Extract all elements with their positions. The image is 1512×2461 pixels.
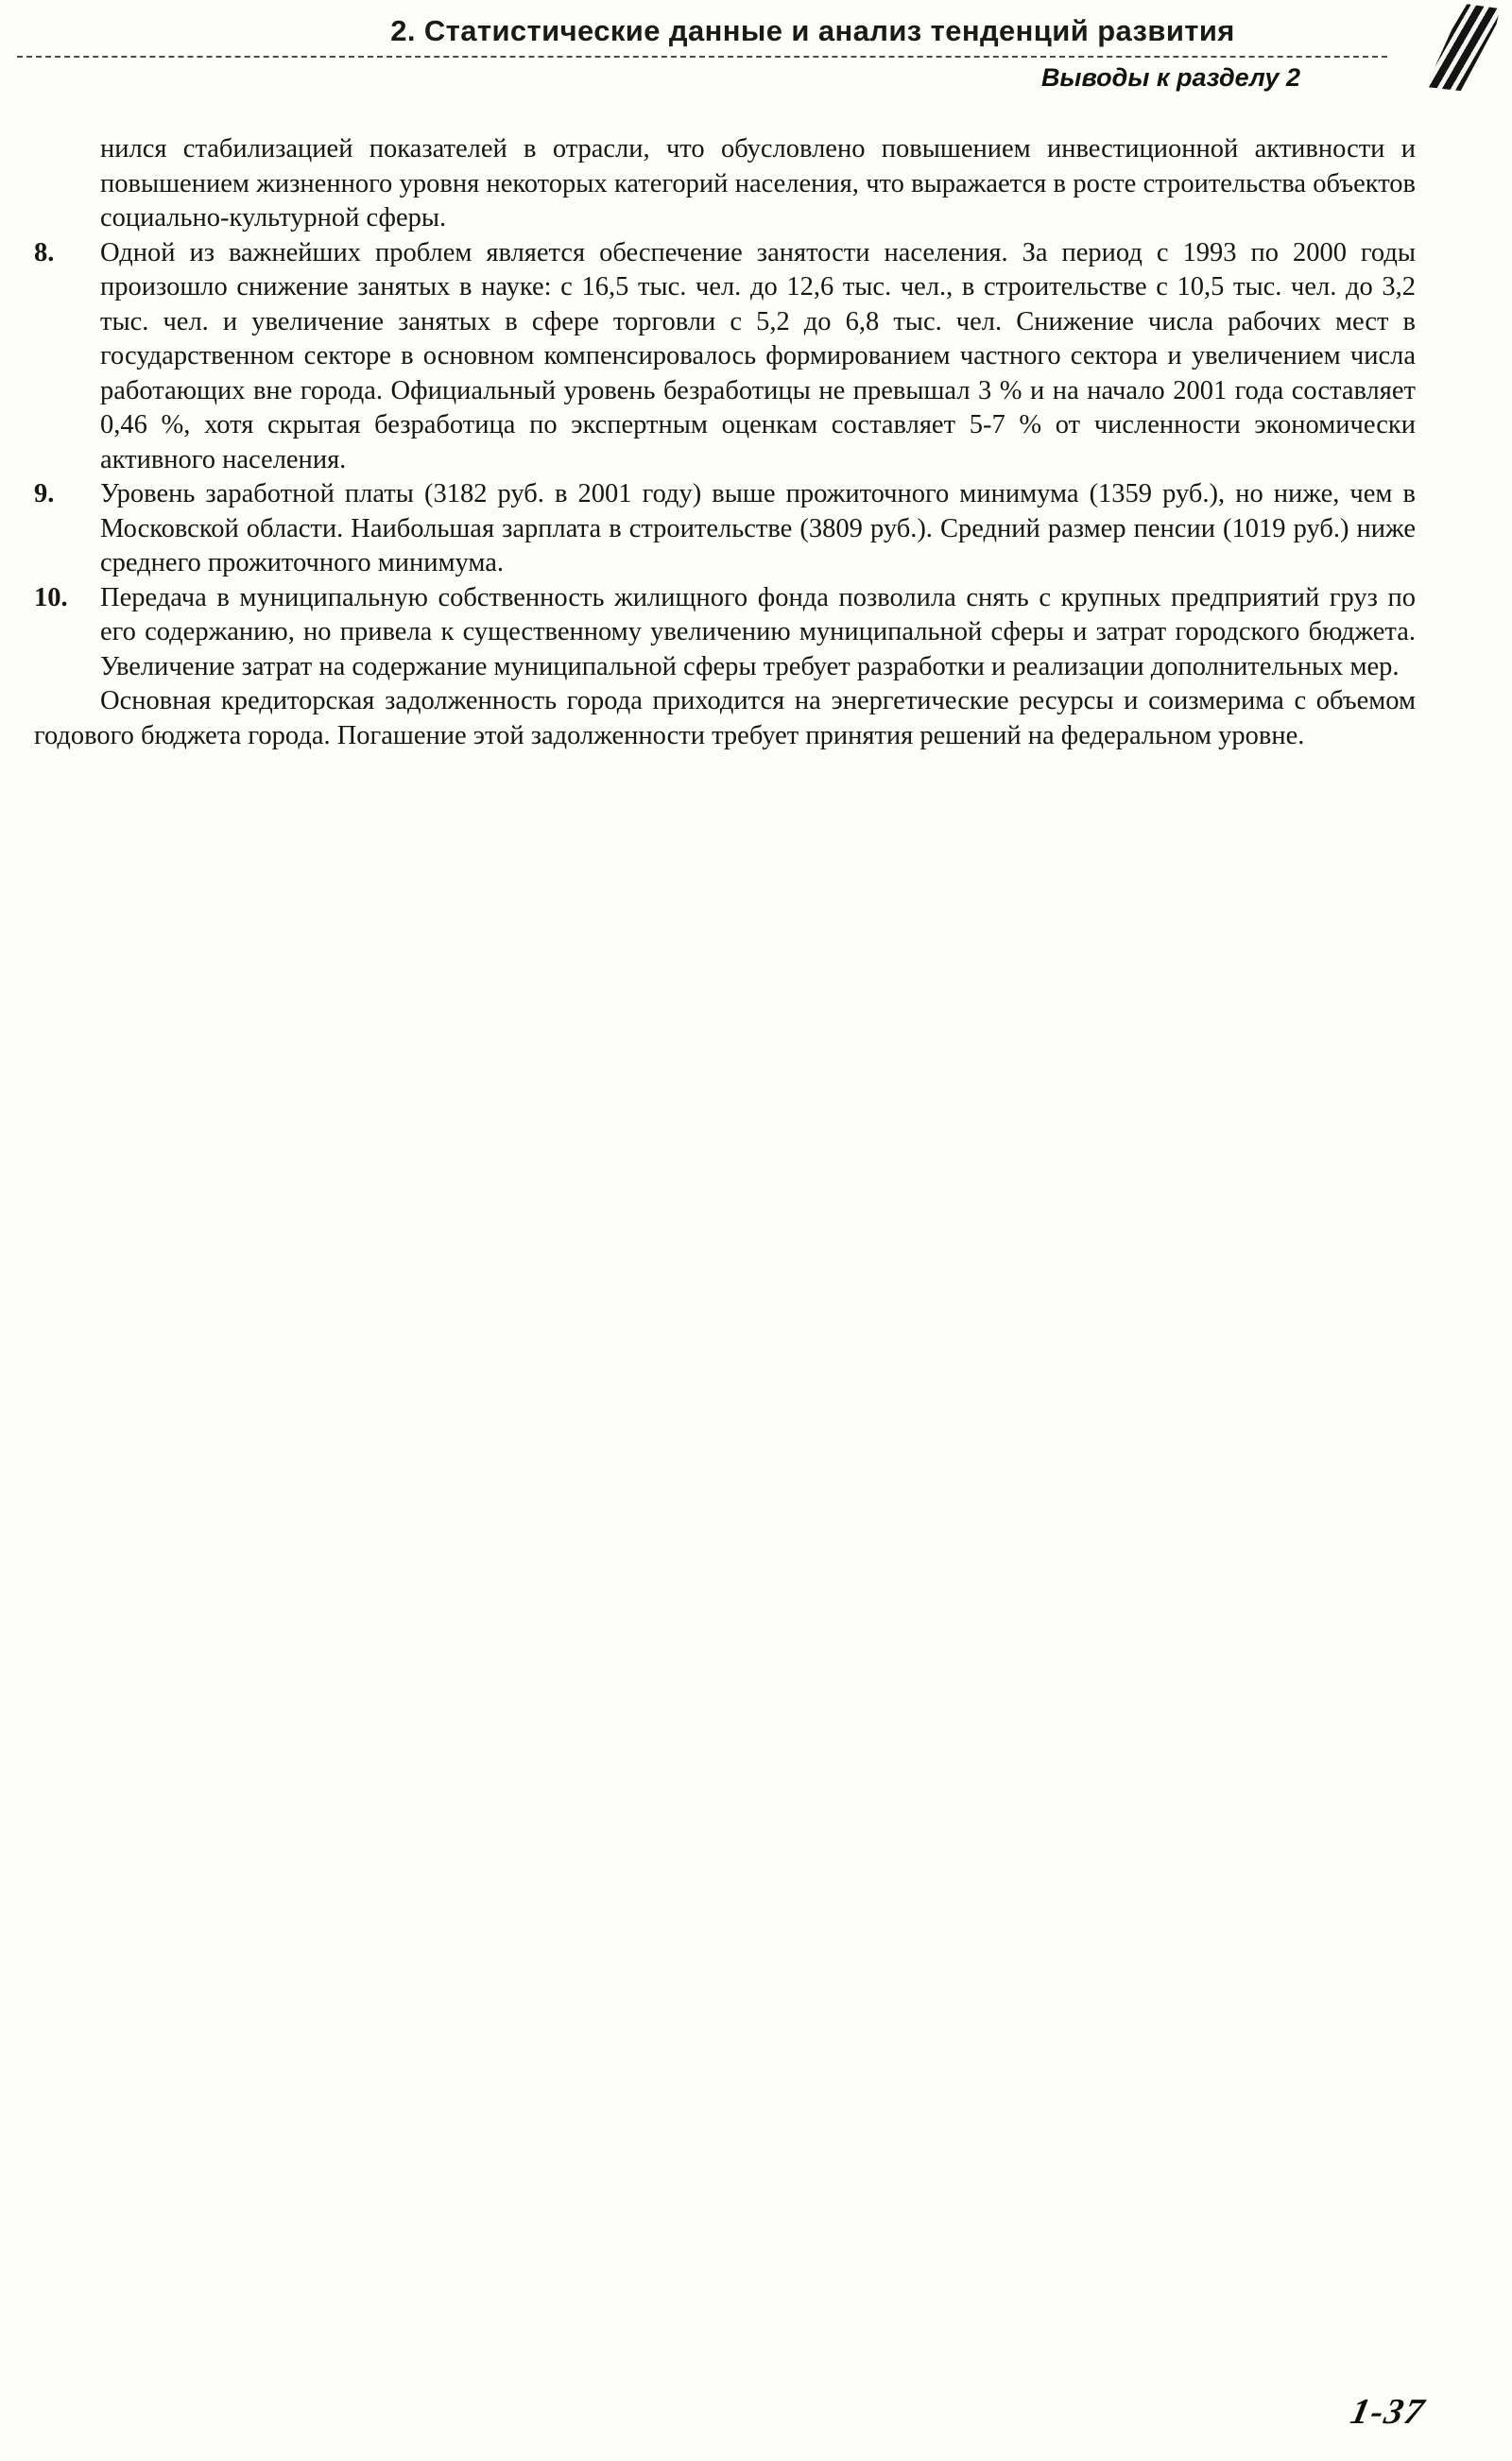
document-body: [0, 93, 1512, 753]
list-item-10: [34, 581, 1416, 685]
item-text: Одной из важнейших проблем является обеспечение занятости населения. За период с 1993 по 2000 годы произошло снижение занятых в науке: с 16,5 тыс. чел. до 12,6 тыс. чел., в строительстве с 10,5 тыс. чел. до 3,2 тыс. чел. и увеличение занятых в сфере торговли с 5,2 до 6,8 тыс. чел. Снижение числа рабочих мест в государственном секторе в основном компенсировалось формированием частного сектора и увеличением числа работающих вне города. Официальный уровень безработицы не превышал 3 % и на начало 2001 года составляет 0,46 %, хотя скрытая безработица по экспертным оценкам составляет 5-7 % от численности экономически активного населения.: [100, 237, 1416, 474]
item-text: Уровень заработной платы (3182 руб. в 2001 году) выше прожиточного минимума (1359 руб.), но ниже, чем в Московской области. Наибольшая зарплата в строительстве (3809 руб.). Средний размер пенсии (1019 руб.) ниже среднего прожиточного минимума.: [100, 479, 1416, 577]
list-item-9: [34, 477, 1416, 581]
page-number: 1-37: [1347, 2392, 1430, 2432]
section-header-title: 2. Статистические данные и анализ тенденций развития: [390, 14, 1235, 47]
item-number: 9.: [34, 479, 55, 508]
item-text: Передача в муниципальную собственность жилищного фонда позволила снять с крупных предприятий груз по его содержанию, но привела к существенному увеличению муниципальной сферы и затрат городского бюджета. Увеличение затрат на содержание муниципальной сферы требует разработки и реализации дополнительных мер.: [100, 582, 1416, 681]
page-header: [0, 0, 1512, 93]
closing-paragraph: Основная кредиторская задолженность города приходится на энергетические ресурсы и соизмерима с объемом годового бюджета города. Погашение этой задолженности требует принятия решений на федеральном уровне.: [34, 686, 1416, 750]
item-number: 8.: [34, 237, 55, 267]
paragraph-continuation: нился стабилизацией показателей в отрасли, что обусловлено повышением инвестиционной активности и повышением жизненного уровня некоторых категорий населения, что выражается в росте строительства объектов социально-культурной сферы.: [100, 134, 1416, 232]
item-number: 10.: [34, 582, 68, 612]
dashed-divider: [17, 56, 1387, 58]
section-subtitle: Выводы к разделу 2: [1040, 63, 1300, 92]
list-item-8: [34, 236, 1416, 478]
